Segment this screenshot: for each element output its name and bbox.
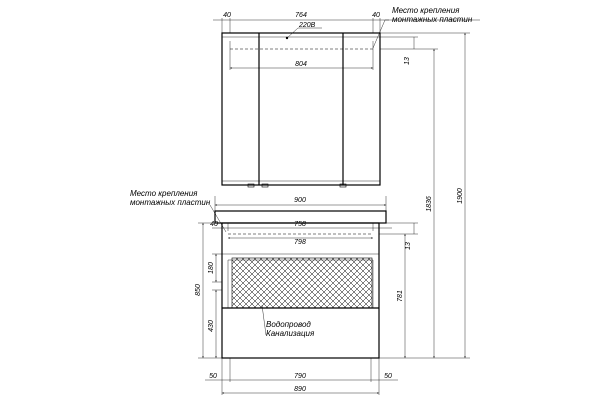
hatch-line-a-30 [362, 258, 372, 268]
hatch-line-a-6 [232, 272, 268, 308]
dim-mirror-left-offset: 40 [223, 12, 231, 19]
vanity-mount-drop-dimension [379, 223, 418, 250]
dim-overall-mount-height: 781 [397, 290, 404, 302]
hatch-line-b-7 [232, 258, 274, 300]
mirror-mount-span-dimension [230, 57, 373, 70]
vanity-left-dimensions [195, 223, 222, 358]
dim-mirror-right-offset: 40 [372, 12, 380, 19]
mirror-mount-drop-dimension [380, 37, 418, 65]
dim-vanity-bottom-right: 50 [384, 373, 392, 380]
hatch-line-b-4 [232, 258, 256, 282]
dim-vanity-mount-span: 798 [294, 239, 306, 246]
dim-vanity-bottom-inner: 790 [294, 373, 306, 380]
utility-label-water: Водопровод [266, 320, 311, 329]
dim-overall-total-height: 1900 [457, 188, 464, 204]
dim-vanity-top-width: 900 [294, 197, 306, 204]
vanity-inner-dimensions [210, 221, 392, 246]
dim-vanity-lower-height: 430 [208, 320, 215, 332]
service-opening [232, 258, 372, 308]
dim-mirror-inner-width: 764 [295, 12, 307, 19]
dim-vanity-bottom-left: 50 [209, 373, 217, 380]
dim-vanity-mount-drop: 13 [405, 242, 412, 250]
vanity-top-width-dimension [215, 196, 386, 211]
hatch-line-b-5 [232, 258, 262, 288]
hatch-line-a-29 [356, 258, 372, 274]
dim-mirror-mount-drop: 13 [404, 57, 411, 65]
overall-right-dimensions [379, 33, 470, 358]
hatch-line-a-8 [232, 260, 280, 308]
hatch-line-a-5 [232, 278, 262, 308]
dim-overall-upper-mount-height: 1836 [426, 196, 433, 212]
utility-callout [262, 305, 315, 338]
dim-vanity-left-offset: 40 [210, 221, 218, 228]
dim-vanity-drawer-height: 180 [208, 262, 215, 274]
mirror-cabinet [222, 33, 380, 187]
mirror-mount-note [373, 6, 480, 48]
hatch-line-a-4 [232, 284, 256, 308]
dim-vanity-inner-width: 758 [294, 221, 306, 228]
dim-mirror-mount-span: 804 [295, 61, 307, 68]
mirror-mount-note-line2: монтажных пластин [392, 15, 473, 24]
socket-callout [286, 22, 322, 39]
hatch-line-b-30 [362, 298, 372, 308]
dim-vanity-bottom-total: 890 [294, 386, 306, 393]
vanity-mount-note-line2: монтажных пластин [130, 198, 211, 207]
hatch-line-b-6 [232, 258, 268, 294]
mirror-mount-note-line1: Место крепления [392, 6, 460, 15]
utility-label-sewer: Канализация [266, 329, 315, 338]
service-opening-hatch [232, 258, 372, 308]
hatch-line-a-7 [232, 266, 274, 308]
socket-label: 220В [299, 22, 316, 29]
hatch-line-b-29 [356, 292, 372, 308]
hatch-line-b-8 [232, 258, 280, 306]
vanity-bottom-dimensions [205, 358, 398, 395]
vanity-mount-note-line1: Место крепления [130, 189, 198, 198]
mirror-cabinet-outline [222, 33, 380, 185]
dim-vanity-total-height: 850 [195, 284, 202, 296]
